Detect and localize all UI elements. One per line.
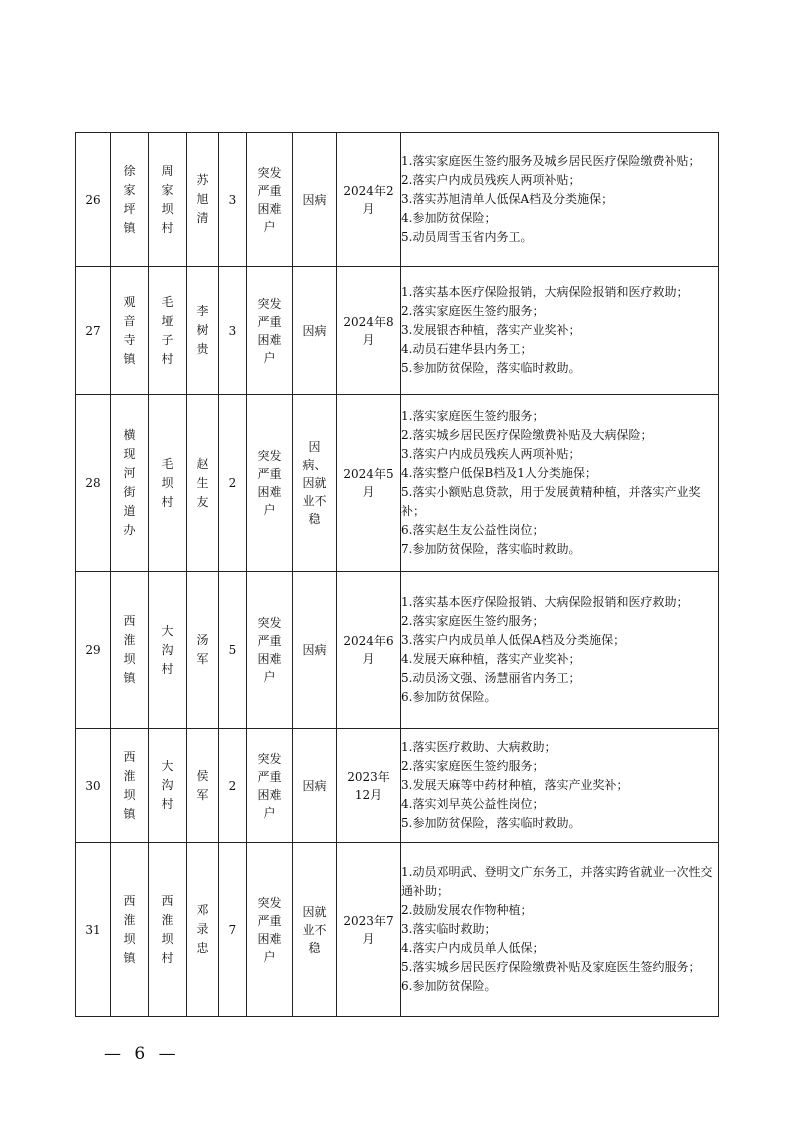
measure-item: 2.落实城乡居民医疗保险缴费补贴及大病保险；: [401, 428, 653, 442]
measures-cell: [401, 267, 719, 395]
measure-item: 6.参加防贫保险。: [401, 690, 497, 704]
page-number: — 6 —: [104, 1044, 180, 1064]
measure-item: 3.落实苏旭清单人低保A档及分类施保；: [401, 192, 614, 206]
measure-item: 3.落实户内成员残疾人两项补贴；: [401, 447, 581, 461]
household-type-cell: 突发严重困难户: [257, 449, 282, 517]
measure-item: 5.落实城乡居民医疗保险缴费补贴及家庭医生签约服务；: [401, 960, 701, 974]
measure-item: 1.落实基本医疗保险报销、大病保险报销和医疗救助；: [401, 595, 689, 609]
household-type-cell: 突发严重困难户: [257, 296, 282, 365]
measure-item: 5.参加防贫保险，落实临时救助。: [401, 361, 581, 375]
measure-item: 6.参加防贫保险。: [401, 979, 497, 993]
measures-cell: [401, 843, 719, 1017]
household-size-cell: 7: [219, 843, 247, 1017]
measure-item: 3.发展天麻等中药材种植，落实产业奖补；: [401, 778, 629, 792]
measure-item: 4.落实户内成员单人低保；: [401, 941, 545, 955]
household-size-cell: 2: [219, 395, 247, 572]
table-row: [76, 843, 719, 1017]
table-row: [76, 729, 719, 843]
measure-item: 1.落实医疗救助、大病救助；: [401, 740, 557, 754]
date-cell: 2024年6月: [343, 634, 394, 666]
table-row: [76, 395, 719, 572]
date-cell: 2023年7月: [343, 913, 394, 946]
name-cell: 邓录忠: [196, 903, 209, 955]
measure-item: 2.落实户内成员残疾人两项补贴；: [401, 173, 581, 187]
measure-item: 5.参加防贫保险，落实临时救助。: [401, 816, 581, 830]
measure-item: 3.落实户内成员单人低保A档及分类施保；: [401, 633, 626, 647]
row-number: 26: [76, 133, 111, 267]
table-row: [76, 267, 719, 395]
cause-cell: 因病: [302, 643, 327, 657]
village-cell: 大沟村: [161, 623, 174, 676]
village-cell: 毛垭子村: [161, 294, 174, 366]
date-cell: 2023年12月: [347, 769, 390, 802]
village-cell: 周家坝村: [161, 163, 174, 235]
name-cell: 汤军: [196, 633, 209, 666]
village-cell: 西淮坝村: [161, 893, 174, 965]
town-cell: 西淮坝镇: [123, 893, 136, 965]
cause-cell: 因病、因就业不稳: [302, 440, 327, 526]
measure-item: 1.动员邓明武、登明文广东务工，并落实跨省就业一次性交通补助；: [401, 865, 713, 898]
poverty-household-table: [75, 132, 719, 1017]
row-number: 28: [76, 395, 111, 572]
town-cell: 徐家坪镇: [123, 163, 136, 235]
household-size-cell: 5: [219, 572, 247, 729]
table-row: [76, 133, 719, 267]
cause-cell: 因就业不稳: [302, 904, 327, 955]
measure-item: 2.落实家庭医生签约服务；: [401, 759, 545, 773]
household-type-cell: 突发严重困难户: [257, 751, 282, 820]
cause-cell: 因病: [302, 323, 327, 338]
measure-item: 5.落实小额贴息贷款，用于发展黄精种植，并落实产业奖补；: [401, 485, 701, 518]
measure-item: 1.落实家庭医生签约服务及城乡居民医疗保险缴费补贴；: [401, 154, 701, 168]
measure-item: 4.参加防贫保险；: [401, 211, 497, 225]
village-cell: 大沟村: [161, 759, 174, 811]
row-number: 29: [76, 572, 111, 729]
household-size-cell: 3: [219, 267, 247, 395]
measure-item: 2.落实家庭医生签约服务；: [401, 304, 545, 318]
measures-cell: [401, 572, 719, 729]
village-cell: 毛坝村: [161, 456, 174, 509]
date-cell: 2024年2月: [343, 183, 394, 216]
measure-item: 5.动员周雪玉省内务工。: [401, 230, 533, 244]
household-size-cell: 3: [219, 133, 247, 267]
measure-item: 7.参加防贫保险，落实临时救助。: [401, 542, 581, 556]
measure-item: 2.落实家庭医生签约服务；: [401, 614, 545, 628]
household-type-cell: 突发严重困难户: [257, 616, 282, 684]
measure-item: 4.发展天麻种植，落实产业奖补；: [401, 652, 581, 666]
date-cell: 2024年8月: [343, 314, 394, 347]
date-cell: 2024年5月: [343, 467, 394, 499]
town-cell: 横现河街道办: [123, 428, 136, 537]
name-cell: 苏旭清: [196, 173, 209, 225]
town-cell: 观音寺镇: [123, 294, 136, 366]
town-cell: 西淮坝镇: [123, 749, 136, 821]
measure-item: 1.落实家庭医生签约服务；: [401, 409, 545, 423]
measure-item: 1.落实基本医疗保险报销，大病保险报销和医疗救助；: [401, 285, 689, 299]
name-cell: 李树贵: [196, 304, 209, 356]
name-cell: 侯军: [196, 768, 209, 802]
household-type-cell: 突发严重困难户: [257, 895, 282, 964]
table-row: [76, 572, 719, 729]
measure-item: 3.发展银杏种植，落实产业奖补；: [401, 323, 581, 337]
measure-item: 3.落实临时救助；: [401, 922, 497, 936]
household-type-cell: 突发严重困难户: [257, 165, 282, 234]
row-number: 30: [76, 729, 111, 843]
measure-item: 4.动员石建华县内务工；: [401, 342, 533, 356]
measure-item: 4.落实整户低保B档及1人分类施保；: [401, 466, 597, 480]
town-cell: 西淮坝镇: [123, 614, 136, 685]
row-number: 31: [76, 843, 111, 1017]
cause-cell: 因病: [302, 192, 327, 207]
measure-item: 6.落实赵生友公益性岗位；: [401, 523, 545, 537]
measure-item: 4.落实刘早英公益性岗位；: [401, 797, 545, 811]
measures-cell: [401, 133, 719, 267]
measure-item: 5.动员汤文强、汤慧丽省内务工；: [401, 671, 581, 685]
measures-cell: [401, 729, 719, 843]
measures-cell: [401, 395, 719, 572]
measure-item: 2.鼓励发展农作物种植；: [401, 903, 533, 917]
household-size-cell: 2: [219, 729, 247, 843]
name-cell: 赵生友: [196, 456, 209, 509]
row-number: 27: [76, 267, 111, 395]
cause-cell: 因病: [302, 778, 327, 793]
